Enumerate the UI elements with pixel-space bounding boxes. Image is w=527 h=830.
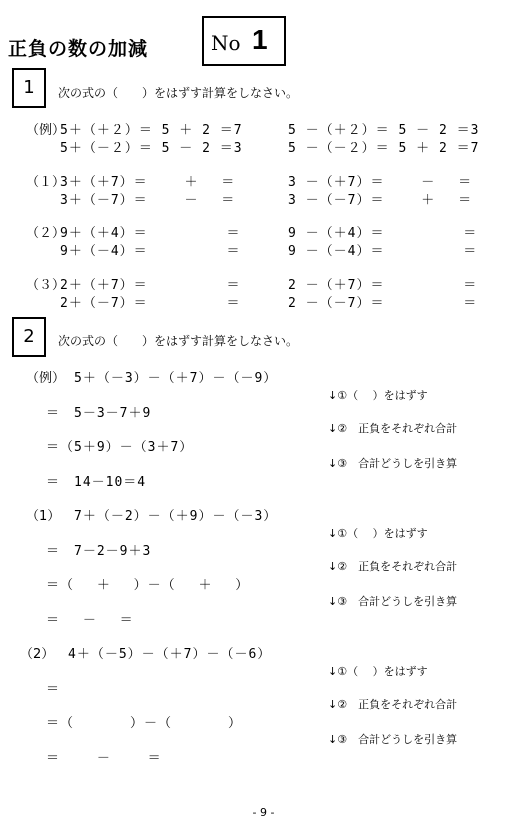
section1-problem2-right-2: 9 －（－4）＝ ＝ — [288, 244, 478, 259]
section2-example-step-3: ↓③ 合計どうしを引き算 — [328, 457, 458, 470]
section2-example-line-1: ＝ 5－3－7＋9 — [46, 406, 152, 421]
section2-example-step-2: ↓② 正負をそれぞれ合計 — [328, 422, 458, 435]
section2-number-box: 2 — [12, 317, 46, 357]
section2-problem2-label: （2） — [20, 647, 55, 662]
section2-problem2-step-2: ↓② 正負をそれぞれ合計 — [328, 698, 458, 711]
page-title: 正負の数の加減 — [8, 38, 149, 60]
section1-instruction: 次の式の（ ）をはずす計算をしなさい。 — [58, 86, 299, 100]
section2-example-label: （例） — [26, 371, 66, 386]
number-box — [202, 16, 286, 66]
section2-problem1-step-2: ↓② 正負をそれぞれ合計 — [328, 560, 458, 573]
section1-number-box: 1 — [12, 68, 46, 108]
section2-example-line-2: ＝（5＋9）－（3＋7） — [46, 440, 194, 455]
section1-problem2-left-1: 9＋（＋4）＝ ＝ — [60, 226, 241, 241]
section1-problem3-left-2: 2＋（－7）＝ ＝ — [60, 296, 241, 311]
section1-problem1-right-2: 3 －（－7）＝ ＋ ＝ — [288, 193, 473, 208]
section2-problem1-label: （1） — [26, 509, 61, 524]
section2-example-expr: 5＋（－3）－（＋7）－（－9） — [74, 371, 278, 386]
section2-problem2-line-3: ＝ － ＝ — [46, 751, 162, 766]
section2-problem1-expr: 7＋（－2）－（＋9）－（－3） — [74, 509, 278, 524]
section2-example-line-3: ＝ 14－10＝4 — [46, 475, 147, 490]
section1-example-right-1: 5 －（＋２）＝ 5 － 2 ＝3 — [288, 123, 480, 138]
section1-problem2-label: （２） — [26, 226, 66, 241]
number-value: 1 — [252, 24, 268, 55]
section2-problem2-line-2: ＝（ ）－（ ） — [46, 716, 243, 731]
section1-problem3-label: （３） — [26, 278, 66, 293]
section1-problem2-left-2: 9＋（－4）＝ ＝ — [60, 244, 241, 259]
section2-example-step-1: ↓①（ ）をはずす — [328, 389, 428, 402]
section2-instruction: 次の式の（ ）をはずす計算をしなさい。 — [58, 334, 299, 348]
section1-problem1-right-1: 3 －（＋7）＝ － ＝ — [288, 175, 473, 190]
section2-problem2-step-1: ↓①（ ）をはずす — [328, 665, 428, 678]
section1-problem1-left-1: 3＋（＋7）＝ ＋ ＝ — [60, 175, 236, 190]
section2-problem2-line-1: ＝ — [46, 682, 61, 697]
section1-problem2-right-1: 9 －（＋4）＝ ＝ — [288, 226, 478, 241]
section2-problem1-line-1: ＝ 7－2－9＋3 — [46, 544, 152, 559]
section1-example-left-2: 5＋（－２）＝ 5 － 2 ＝3 — [60, 141, 243, 156]
number-label: No — [211, 31, 241, 55]
section1-example-right-2: 5 －（－２）＝ 5 ＋ 2 ＝7 — [288, 141, 480, 156]
page-number: - 9 - — [252, 806, 275, 819]
section1-problem1-label: （１） — [26, 175, 66, 190]
section1-example-label: （例） — [26, 123, 66, 138]
section1-problem1-left-2: 3＋（－7）＝ － ＝ — [60, 193, 236, 208]
section1-example-left-1: 5＋（＋２）＝ 5 ＋ 2 ＝7 — [60, 123, 243, 138]
section2-problem1-step-1: ↓①（ ）をはずす — [328, 527, 428, 540]
section2-problem1-step-3: ↓③ 合計どうしを引き算 — [328, 595, 458, 608]
section2-problem2-expr: 4＋（－5）－（＋7）－（－6） — [68, 647, 272, 662]
section2-problem1-line-3: ＝ － ＝ — [46, 613, 134, 628]
section1-problem3-left-1: 2＋（＋7）＝ ＝ — [60, 278, 241, 293]
section1-problem3-right-2: 2 －（－7）＝ ＝ — [288, 296, 478, 311]
section2-problem2-step-3: ↓③ 合計どうしを引き算 — [328, 733, 458, 746]
section1-problem3-right-1: 2 －（＋7）＝ ＝ — [288, 278, 478, 293]
section2-problem1-line-2: ＝（ ＋ ）－（ ＋ ） — [46, 578, 250, 593]
